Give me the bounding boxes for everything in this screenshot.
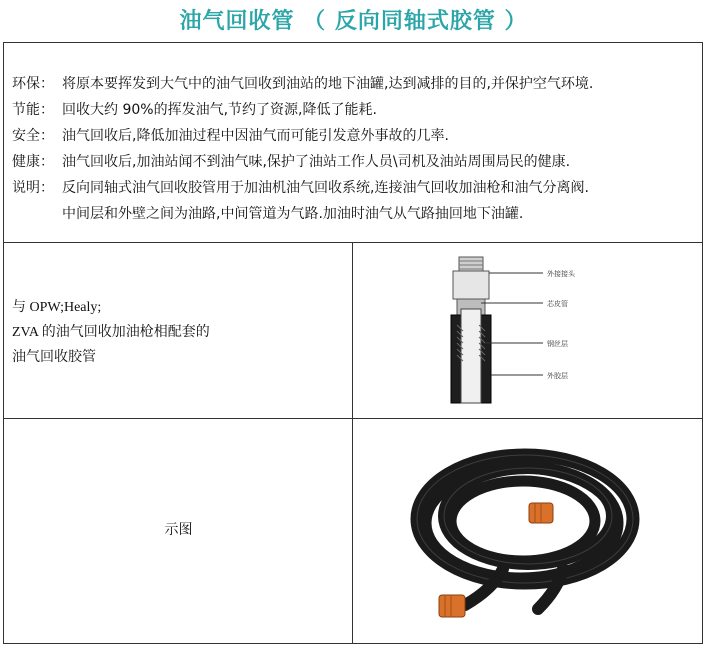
caption-cell — [4, 419, 353, 643]
intro-value: 油气回收后,加油站闻不到油气味,保护了油站工作人员\司机及油站周围局民的健康. — [62, 154, 571, 170]
intro-text — [12, 71, 698, 227]
intro-line-energy — [12, 97, 698, 123]
photo-cell — [353, 419, 702, 643]
diagram-label: 外接接头 — [547, 270, 575, 278]
diagram-cell — [353, 243, 702, 418]
intro-line-note-cont — [12, 201, 698, 227]
intro-value: 中间层和外壁之间为油路,中间管道为气路.加油时油气从气路抽回地下油罐. — [62, 206, 524, 222]
compat-line: ZVA 的油气回收加油枪相配套的 — [12, 325, 210, 340]
diagram-label: 外胶层 — [547, 372, 568, 380]
photo-caption: 示图 — [164, 522, 193, 538]
intro-label: 节能： — [12, 102, 54, 118]
compat-line: 油气回收胶管 — [12, 350, 96, 365]
compat-cell — [4, 243, 353, 418]
compat-row — [4, 243, 702, 419]
compat-line: 与 OPW;Healy; — [12, 300, 102, 315]
hose-cross-section-diagram — [353, 243, 702, 418]
intro-label: 说明： — [12, 180, 54, 196]
intro-value: 将原本要挥发到大气中的油气回收到油站的地下油罐,达到减排的目的,并保护空气环境. — [62, 76, 594, 92]
hose-coil-image — [353, 419, 702, 643]
fitting-icon — [439, 595, 465, 617]
compat-text — [12, 295, 210, 370]
intro-value: 反向同轴式油气回收胶管用于加油机油气回收系统,连接油气回收加油枪和油气分离阀. — [62, 180, 589, 196]
intro-line-safety — [12, 123, 698, 149]
intro-line-env — [12, 71, 698, 97]
intro-line-health — [12, 149, 698, 175]
intro-value: 油气回收后,降低加油过程中因油气而可能引发意外事故的几率. — [62, 128, 449, 144]
intro-label: 环保： — [12, 76, 54, 92]
fitting-icon — [529, 503, 553, 523]
spec-table — [3, 42, 703, 644]
intro-row — [4, 43, 702, 243]
photo-row — [4, 419, 702, 643]
intro-label: 安全： — [12, 128, 54, 144]
diagram-label: 芯皮管 — [547, 300, 568, 308]
intro-value: 回收大约 90%的挥发油气,节约了资源,降低了能耗. — [62, 102, 377, 118]
intro-line-note — [12, 175, 698, 201]
diagram-label: 钢丝层 — [547, 340, 568, 348]
intro-label: 健康： — [12, 154, 54, 170]
page-title: 油气回收管 （ 反向同轴式胶管 ） — [179, 9, 528, 34]
